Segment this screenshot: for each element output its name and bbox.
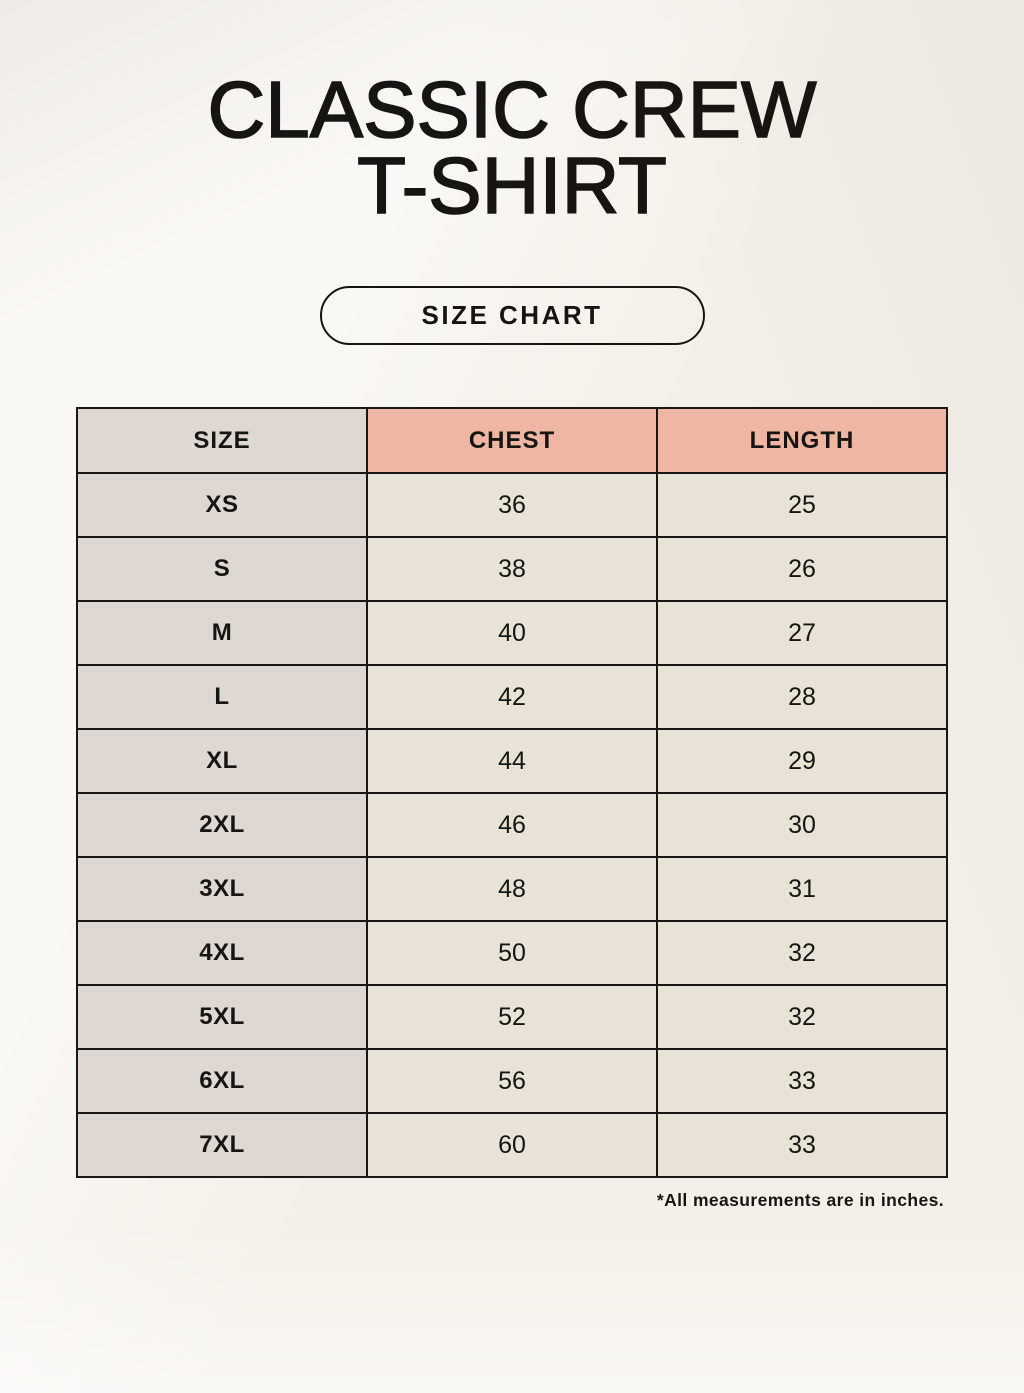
measurement-cell: 50: [367, 921, 657, 985]
measurement-cell: 36: [367, 473, 657, 537]
measurement-cell: 56: [367, 1049, 657, 1113]
table-row: [77, 1113, 947, 1177]
size-label-cell: XS: [77, 473, 367, 537]
measurement-cell: 48: [367, 857, 657, 921]
table-row: [77, 729, 947, 793]
measurement-cell: 28: [657, 665, 947, 729]
size-table-container: [76, 407, 948, 1178]
measurement-cell: 60: [367, 1113, 657, 1177]
size-label-cell: 5XL: [77, 985, 367, 1049]
page-title-line1: CLASSIC CREW: [207, 65, 817, 154]
size-label-cell: 3XL: [77, 857, 367, 921]
measurement-cell: 52: [367, 985, 657, 1049]
size-label-cell: S: [77, 537, 367, 601]
table-row: [77, 921, 947, 985]
measurement-cell: 25: [657, 473, 947, 537]
size-table: [76, 407, 948, 1178]
measurement-cell: 26: [657, 537, 947, 601]
size-table-body: [77, 473, 947, 1177]
header-row: [77, 408, 947, 473]
column-header-size: SIZE: [77, 408, 367, 473]
size-label-cell: 6XL: [77, 1049, 367, 1113]
size-label-cell: 4XL: [77, 921, 367, 985]
measurement-cell: 29: [657, 729, 947, 793]
size-label-cell: 2XL: [77, 793, 367, 857]
table-row: [77, 537, 947, 601]
measurement-cell: 33: [657, 1049, 947, 1113]
measurement-cell: 33: [657, 1113, 947, 1177]
table-row: [77, 665, 947, 729]
column-header-chest: CHEST: [367, 408, 657, 473]
page-title-line2: T-SHIRT: [357, 141, 667, 230]
measurement-cell: 42: [367, 665, 657, 729]
size-label-cell: L: [77, 665, 367, 729]
size-label-cell: M: [77, 601, 367, 665]
size-chart-button[interactable]: [320, 286, 705, 345]
measurement-cell: 44: [367, 729, 657, 793]
table-row: [77, 857, 947, 921]
table-row: [77, 793, 947, 857]
measurement-cell: 27: [657, 601, 947, 665]
size-label-cell: XL: [77, 729, 367, 793]
measurement-cell: 32: [657, 921, 947, 985]
measurement-cell: 32: [657, 985, 947, 1049]
column-header-length: LENGTH: [657, 408, 947, 473]
table-row: [77, 985, 947, 1049]
measurement-cell: 40: [367, 601, 657, 665]
measurement-cell: 38: [367, 537, 657, 601]
table-row: [77, 473, 947, 537]
table-row: [77, 601, 947, 665]
measurements-footnote: *All measurements are in inches.: [656, 1190, 944, 1210]
page-title: [0, 65, 1024, 230]
table-row: [77, 1049, 947, 1113]
measurement-cell: 30: [657, 793, 947, 857]
measurement-cell: 31: [657, 857, 947, 921]
size-label-cell: 7XL: [77, 1113, 367, 1177]
measurement-cell: 46: [367, 793, 657, 857]
size-table-header: [77, 408, 947, 473]
size-chart-button-label: SIZE CHART: [421, 300, 603, 330]
